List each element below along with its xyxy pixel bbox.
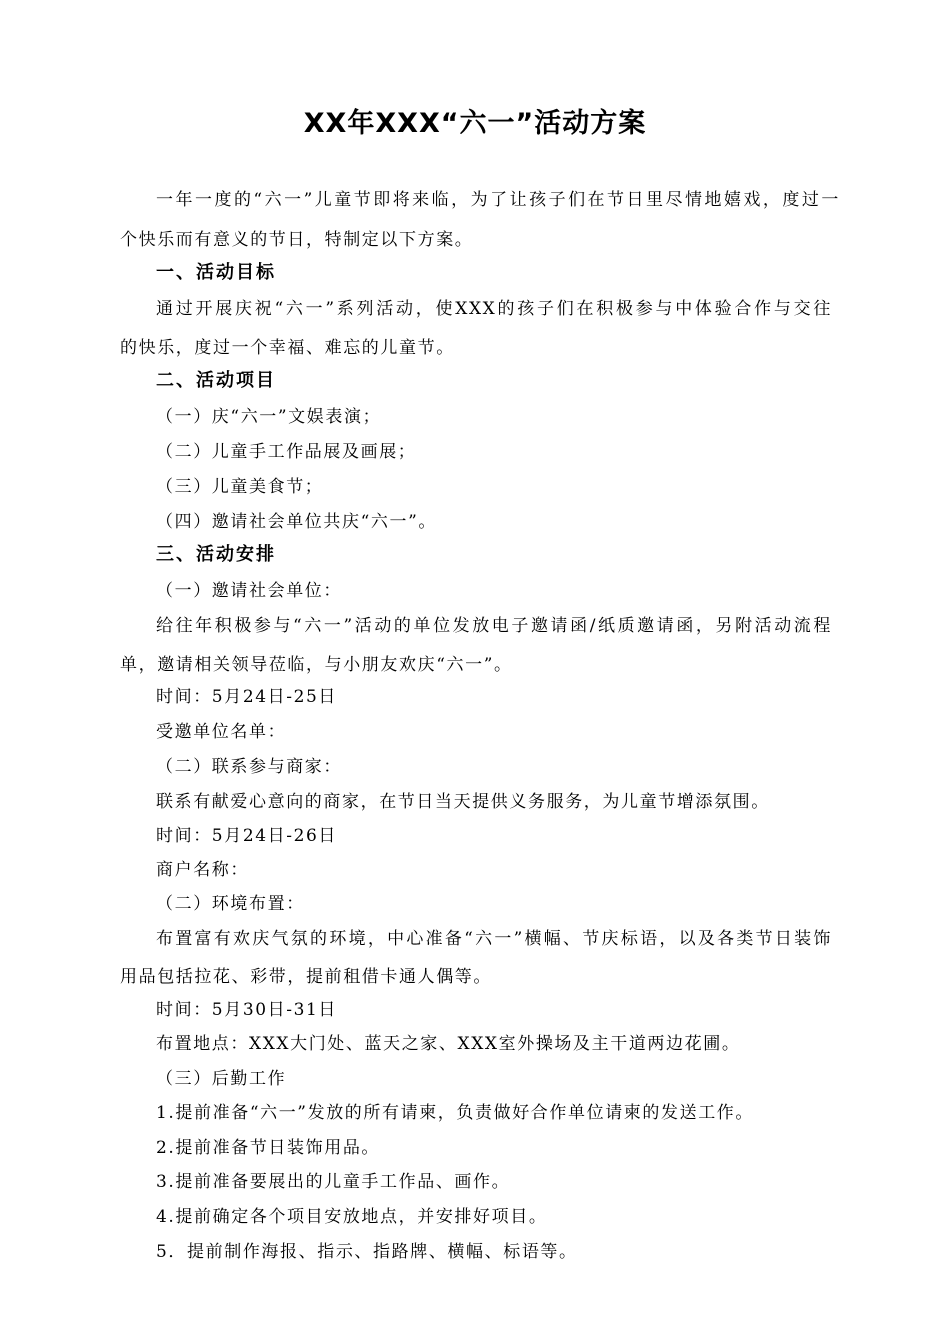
- subheading-logistics: （三）后勤工作: [156, 1069, 287, 1089]
- invited-units-list-label: 受邀单位名单：: [156, 722, 287, 742]
- environment-time: 时间：5月30日-31日: [156, 1000, 338, 1020]
- goals-paragraph-line-2: 的快乐，度过一个幸福、难忘的儿童节。: [120, 338, 455, 358]
- subheading-environment: （二）环境布置：: [156, 894, 305, 914]
- merchants-time: 时间：5月24日-26日: [156, 826, 338, 846]
- project-item: （二）儿童手工作品展及画展；: [156, 442, 417, 462]
- document-title: XX年XXX“六一”活动方案: [303, 108, 647, 139]
- subheading-contact-merchants: （二）联系参与商家：: [156, 757, 342, 777]
- environment-paragraph-line-2: 用品包括拉花、彩带，提前租借卡通人偶等。: [120, 967, 492, 987]
- logistics-item: 2.提前准备节日装饰用品。: [156, 1138, 381, 1158]
- intro-paragraph-line-1: 一年一度的“六一”儿童节即将来临，为了让孩子们在节日里尽情地嬉戏，度过一: [156, 190, 840, 210]
- logistics-item: 4.提前确定各个项目安放地点，并安排好项目。: [156, 1207, 548, 1227]
- subheading-invite-units: （一）邀请社会单位：: [156, 581, 342, 601]
- invite-paragraph-line-1: 给往年积极参与“六一”活动的单位发放电子邀请函/纸质邀请函，另附活动流程: [156, 616, 832, 636]
- environment-paragraph-line-1: 布置富有欢庆气氛的环境，中心准备“六一”横幅、节庆标语，以及各类节日装饰: [156, 929, 832, 949]
- logistics-item: 3.提前准备要展出的儿童手工作品、画作。: [156, 1172, 511, 1192]
- project-item: （三）儿童美食节；: [156, 477, 324, 497]
- logistics-item: 1.提前准备“六一”发放的所有请柬，负责做好合作单位请柬的发送工作。: [156, 1103, 754, 1123]
- goals-paragraph-line-1: 通过开展庆祝“六一”系列活动，使XXX的孩子们在积极参与中体验合作与交往: [156, 299, 832, 319]
- project-item: （四）邀请社会单位共庆“六一”。: [156, 512, 437, 532]
- invite-time: 时间：5月24日-25日: [156, 687, 338, 707]
- merchant-names-label: 商户名称：: [156, 860, 249, 880]
- section-heading-goals: 一、活动目标: [156, 262, 276, 283]
- invite-paragraph-line-2: 单，邀请相关领导莅临，与小朋友欢庆“六一”。: [120, 655, 513, 675]
- merchants-paragraph-line-1: 联系有献爱心意向的商家，在节日当天提供义务服务，为儿童节增添氛围。: [156, 792, 770, 812]
- project-item: （一）庆“六一”文娱表演；: [156, 407, 382, 427]
- intro-paragraph-line-2: 个快乐而有意义的节日，特制定以下方案。: [120, 230, 474, 250]
- environment-location: 布置地点：XXX大门处、蓝天之家、XXX室外操场及主干道两边花圃。: [156, 1034, 741, 1054]
- section-heading-projects: 二、活动项目: [156, 370, 276, 391]
- logistics-item: 5．提前制作海报、指示、指路牌、横幅、标语等。: [156, 1242, 578, 1262]
- section-heading-arrangements: 三、活动安排: [156, 544, 276, 565]
